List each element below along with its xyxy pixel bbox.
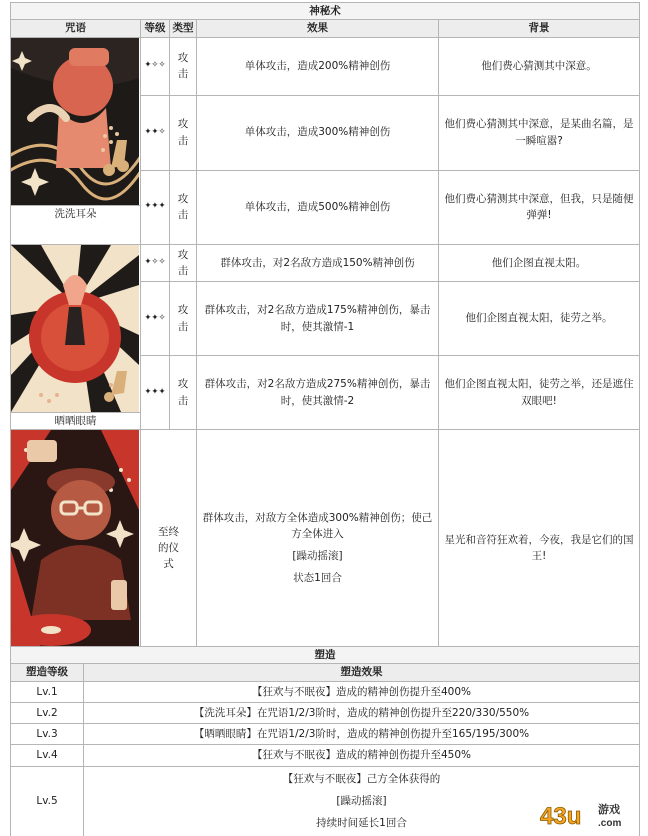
spell-name-sun-eyes: 晒晒眼睛	[11, 412, 140, 428]
logo-brand: 43u	[540, 803, 582, 830]
background-text: 他们费心猜测其中深意。	[439, 37, 640, 95]
logo-domain: .com	[598, 818, 622, 829]
table-row	[11, 37, 640, 95]
table-row	[11, 681, 640, 702]
header-effect: 效果	[197, 20, 439, 37]
header-forge-effect: 塑造效果	[84, 664, 640, 681]
spell-name-wash-ears: 洗洗耳朵	[11, 205, 140, 221]
forge-level: Lv.2	[11, 702, 84, 723]
ultimate-effect-line: [躁动摇滚]	[292, 550, 343, 563]
header-forge-level: 塑造等级	[11, 664, 84, 681]
ultimate-effect	[197, 430, 439, 667]
type-label: 攻击	[170, 356, 197, 430]
table-row	[11, 244, 640, 282]
spell-cell-sun-eyes	[11, 244, 141, 430]
forge-level: Lv.4	[11, 745, 84, 766]
star-level: ✦✧✧	[141, 244, 170, 282]
forge-effect-line: [躁动摇滚]	[336, 794, 387, 807]
table-row	[11, 745, 640, 766]
spell-cell-revel-night	[11, 430, 141, 667]
table-row	[11, 430, 640, 667]
forge-effect: 【狂欢与不眠夜】造成的精神创伤提升至400%	[84, 681, 640, 702]
wash-ears-illustration	[11, 38, 139, 205]
mystery-title: 神秘术	[11, 3, 640, 20]
header-background: 背景	[439, 20, 640, 37]
header-type: 类型	[170, 20, 197, 37]
table-row	[11, 702, 640, 723]
forge-effect-line: 持续时间延长1回合	[316, 817, 407, 830]
star-level: ✦✦✧	[141, 282, 170, 356]
type-label: 攻击	[170, 282, 197, 356]
type-label: 攻击	[170, 244, 197, 282]
star-level: ✦✦✦	[141, 170, 170, 244]
type-label: 攻击	[170, 95, 197, 170]
ultimate-effect-line: 状态1回合	[293, 572, 342, 585]
site-logo-mark	[538, 800, 642, 830]
spell-cell-wash-ears	[11, 37, 141, 244]
forge-level: Lv.1	[11, 681, 84, 702]
background-text: 他们企图直视太阳，徒劳之举。	[439, 282, 640, 356]
star-level: ✦✧✧	[141, 37, 170, 95]
star-level: ✦✦✦	[141, 356, 170, 430]
forge-level: Lv.5	[11, 766, 84, 836]
logo-suffix: 游戏	[598, 803, 620, 816]
forge-title: 塑造	[11, 647, 640, 664]
forge-effect: 【洗洗耳朵】在咒语1/2/3阶时，造成的精神创伤提升至220/330/550%	[84, 702, 640, 723]
effect-text: 单体攻击，造成300%精神创伤	[197, 95, 439, 170]
sun-eyes-illustration	[11, 245, 139, 412]
forge-effect: 【晒晒眼睛】在咒语1/2/3阶时，造成的精神创伤提升至165/195/300%	[84, 724, 640, 745]
background-text: 他们费心猜测其中深意，是某曲名篇，是一瞬喧嚣?	[439, 95, 640, 170]
revel-night-illustration	[11, 430, 139, 649]
star-level: ✦✦✧	[141, 95, 170, 170]
site-logo	[538, 800, 642, 830]
table-row	[11, 724, 640, 745]
header-spell: 咒语	[11, 20, 141, 37]
mystery-table	[10, 2, 640, 667]
ultimate-effect-line: 群体攻击，对敌方全体造成300%精神创伤；使己方全体进入	[202, 511, 433, 540]
ultimate-level-label: 至终的仪式	[141, 430, 197, 667]
type-label: 攻击	[170, 170, 197, 244]
forge-effect-line: 【狂欢与不眠夜】己方全体获得的	[282, 772, 441, 785]
effect-text: 群体攻击，对2名敌方造成275%精神创伤，暴击时，使其激情-2	[197, 356, 439, 430]
background-text: 他们费心猜测其中深意，但我，只是随便弹弹!	[439, 170, 640, 244]
type-label: 攻击	[170, 37, 197, 95]
forge-level: Lv.3	[11, 724, 84, 745]
forge-effect: 【狂欢与不眠夜】造成的精神创伤提升至450%	[84, 745, 640, 766]
ultimate-background: 星光和音符狂欢着，今夜，我是它们的国王!	[439, 430, 640, 667]
header-level: 等级	[141, 20, 170, 37]
effect-text: 单体攻击，造成500%精神创伤	[197, 170, 439, 244]
background-text: 他们企图直视太阳，徒劳之举，还是遮住双眼吧!	[439, 356, 640, 430]
background-text: 他们企图直视太阳。	[439, 244, 640, 282]
effect-text: 群体攻击，对2名敌方造成150%精神创伤	[197, 244, 439, 282]
effect-text: 单体攻击，造成200%精神创伤	[197, 37, 439, 95]
effect-text: 群体攻击，对2名敌方造成175%精神创伤，暴击时，使其激情-1	[197, 282, 439, 356]
